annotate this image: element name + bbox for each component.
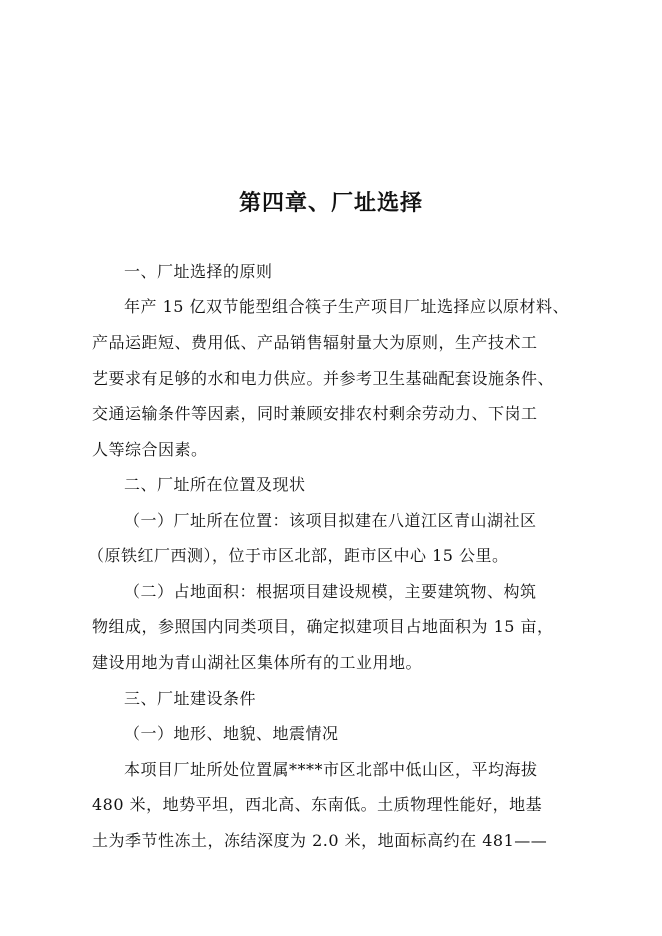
paragraph-line: （二）占地面积：根据项目建设规模，主要建筑物、构筑 <box>124 582 537 601</box>
paragraph-line: 人等综合因素。 <box>92 440 208 459</box>
paragraph-line: （原铁红厂西测），位于市区北部，距市区中心 15 公里。 <box>88 546 509 565</box>
section-heading-2: 二、厂址所在位置及现状 <box>124 475 306 494</box>
paragraph-line: 本项目厂址所处位置属****市区北部中低山区，平均海拔 <box>124 760 538 779</box>
paragraph-line: 交通运输条件等因素，同时兼顾安排农村剩余劳动力、下岗工 <box>92 404 538 423</box>
paragraph-line: 年产 15 亿双节能型组合筷子生产项目厂址选择应以原材料、 <box>124 297 570 316</box>
paragraph-line: （一）厂址所在位置：该项目拟建在八道江区青山湖社区 <box>124 511 537 530</box>
paragraph-line: 物组成，参照国内同类项目，确定拟建项目占地面积为 15 亩， <box>92 617 554 636</box>
section-heading-3: 三、厂址建设条件 <box>124 689 257 708</box>
chapter-title: 第四章、厂址选择 <box>238 191 423 216</box>
paragraph-line: 产品运距短、费用低、产品销售辐射量大为原则，生产技术工 <box>92 333 538 352</box>
paragraph-line: 艺要求有足够的水和电力供应。并参考卫生基础配套设施条件、 <box>92 369 555 388</box>
paragraph-line: 土为季节性冻土，冻结深度为 2.0 米，地面标高约在 481—— <box>92 831 548 850</box>
paragraph-line: 建设用地为青山湖社区集体所有的工业用地。 <box>92 653 423 672</box>
subsection-heading: （一）地形、地貌、地震情况 <box>124 724 339 743</box>
paragraph-line: 480 米，地势平坦，西北高、东南低。土质物理性能好，地基 <box>92 795 543 814</box>
section-heading-1: 一、厂址选择的原则 <box>124 262 273 281</box>
